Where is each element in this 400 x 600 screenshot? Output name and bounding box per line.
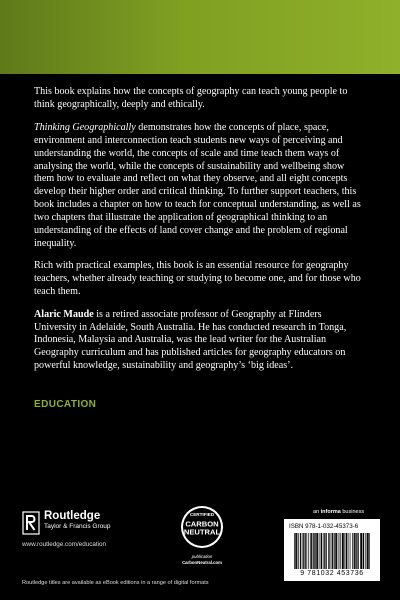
barcode-bar <box>358 533 359 569</box>
publisher-group: Taylor & Francis Group <box>44 523 111 530</box>
author-bio-text: is a retired associate professor of Geography at Flinders University in Adelaide, South Australia. He has conducted research in Tonga, Indonesia, Malaysia and Australia, was the lead writer for the Australian Geography curriculum and has published articles for geography educators on powerful knowledge, sustainability and geography’s ‘big ideas’. <box>34 308 347 372</box>
barcode-bar <box>328 533 329 569</box>
routledge-r-icon <box>22 511 40 535</box>
blurb-audience: Rich with practical examples, this book is an essential resource for geography teachers, whether already teaching or studying to become one, and for those who teach them. <box>34 259 361 297</box>
barcode-bar <box>346 533 347 569</box>
barcode-bar <box>368 533 369 569</box>
barcode-bar <box>295 533 296 569</box>
carbon-neutral-badge <box>178 505 226 567</box>
badge-url: CarbonNeutral.com <box>182 560 222 565</box>
barcode-bar <box>326 533 327 569</box>
barcode-bar <box>342 533 343 569</box>
barcode-bar <box>318 533 319 569</box>
blurb-intro: This book explains how the concepts of geography can teach young people to think geographically, deeply and ethically. <box>34 86 348 110</box>
barcode-bar <box>365 533 366 569</box>
publisher-url: www.routledge.com/education <box>22 541 107 548</box>
barcode-digits: 9 781032 453736 <box>300 570 364 577</box>
badge-main-text-1: CARBON <box>185 519 219 529</box>
barcode-bar <box>356 533 357 569</box>
barcode-bar <box>306 533 307 569</box>
barcode-bar <box>344 533 345 569</box>
isbn-label: ISBN 978-1-032-45373-6 <box>289 523 359 530</box>
barcode-bar <box>303 533 304 569</box>
barcode-bar <box>298 533 299 569</box>
barcode-bar <box>339 533 340 569</box>
barcode-bar <box>363 533 364 569</box>
barcode-bar <box>335 533 336 569</box>
barcode-bar <box>342 533 343 569</box>
publisher-name: Routledge <box>44 510 101 522</box>
barcode-bar <box>352 533 353 569</box>
barcode-bar <box>333 533 334 569</box>
barcode-bar <box>297 533 298 569</box>
carbon-neutral-badge-icon <box>180 505 224 549</box>
back-cover-blurb <box>34 86 366 383</box>
barcode-bar <box>354 533 355 569</box>
barcode-bars <box>294 533 370 569</box>
informa-brand: informa <box>320 509 341 515</box>
barcode-bar <box>361 533 362 569</box>
badge-mid-text: publication <box>191 554 213 559</box>
isbn-barcode <box>284 519 380 581</box>
barcode-bar <box>354 533 355 569</box>
ebook-notice: Routledge titles are available as eBook editions in a range of digital formats <box>22 580 209 586</box>
informa-business-label <box>313 509 364 515</box>
barcode-bar <box>340 533 341 569</box>
barcode-bar <box>346 533 347 569</box>
barcode-bar <box>355 533 356 569</box>
badge-top-text: CERTIFIED <box>189 512 215 517</box>
barcode-bar <box>313 533 314 569</box>
barcode-bar <box>334 533 335 569</box>
barcode-bar <box>304 533 305 569</box>
barcode-bar <box>343 533 344 569</box>
author-bio <box>34 309 366 374</box>
barcode-bar <box>336 533 337 569</box>
author-name: Alaric Maude <box>34 308 94 320</box>
barcode-bar <box>317 533 318 569</box>
barcode-bar <box>325 533 326 569</box>
barcode-bar <box>332 533 333 569</box>
book-title-italic: Thinking Geographically <box>34 121 136 133</box>
barcode-bar <box>360 533 361 569</box>
barcode-bar <box>367 533 368 569</box>
barcode-bar <box>348 533 349 569</box>
barcode-bar <box>322 533 323 569</box>
cover-color-band <box>0 0 400 74</box>
barcode-bar <box>363 533 364 569</box>
barcode-bar <box>367 533 368 569</box>
cover-footer <box>0 500 400 600</box>
barcode-bar <box>361 533 362 569</box>
barcode-bar <box>337 533 338 569</box>
barcode-bar <box>315 533 316 569</box>
barcode-bar <box>314 533 315 569</box>
barcode-bar <box>329 533 330 569</box>
barcode-bar <box>324 533 325 569</box>
blurb-description <box>34 122 366 251</box>
barcode-bar <box>300 533 301 569</box>
barcode-bar <box>308 533 309 569</box>
barcode-bar <box>294 533 295 569</box>
informa-prefix: an <box>313 509 321 515</box>
badge-main-text-2: NEUTRAL <box>183 527 221 537</box>
barcode-bar <box>303 533 304 569</box>
barcode-bar <box>357 533 358 569</box>
barcode-bar <box>312 533 313 569</box>
blurb-description-text: demonstrates how the concepts of place, space, environment and interconnection teach students new ways of perceiving and understanding the world, the concepts of scale and time teach them ways of analysing the world, while the concepts of sustainability and wellbeing show them how to evaluate and reflect on what they observe, and all eight concepts develop their higher order and critical thinking. To further support teachers, this book includes a chapter on how to teach for conceptual understanding, as well as two chapters that illustrate the application of geographical thinking to an understanding of the effects of land cover change and the problem of regional inequality. <box>34 121 361 249</box>
barcode-bar <box>305 533 306 569</box>
barcode-bar <box>320 533 321 569</box>
barcode-bar <box>301 533 302 569</box>
barcode-bar <box>311 533 312 569</box>
barcode-bar <box>296 533 297 569</box>
barcode-bar <box>316 533 317 569</box>
barcode-bar <box>369 533 370 569</box>
subject-category: EDUCATION <box>34 399 97 410</box>
barcode-bar <box>321 533 322 569</box>
barcode-bar <box>310 533 311 569</box>
barcode-bar <box>331 533 332 569</box>
barcode-bar <box>323 533 324 569</box>
informa-suffix: business <box>340 509 365 515</box>
barcode-bar <box>350 533 351 569</box>
